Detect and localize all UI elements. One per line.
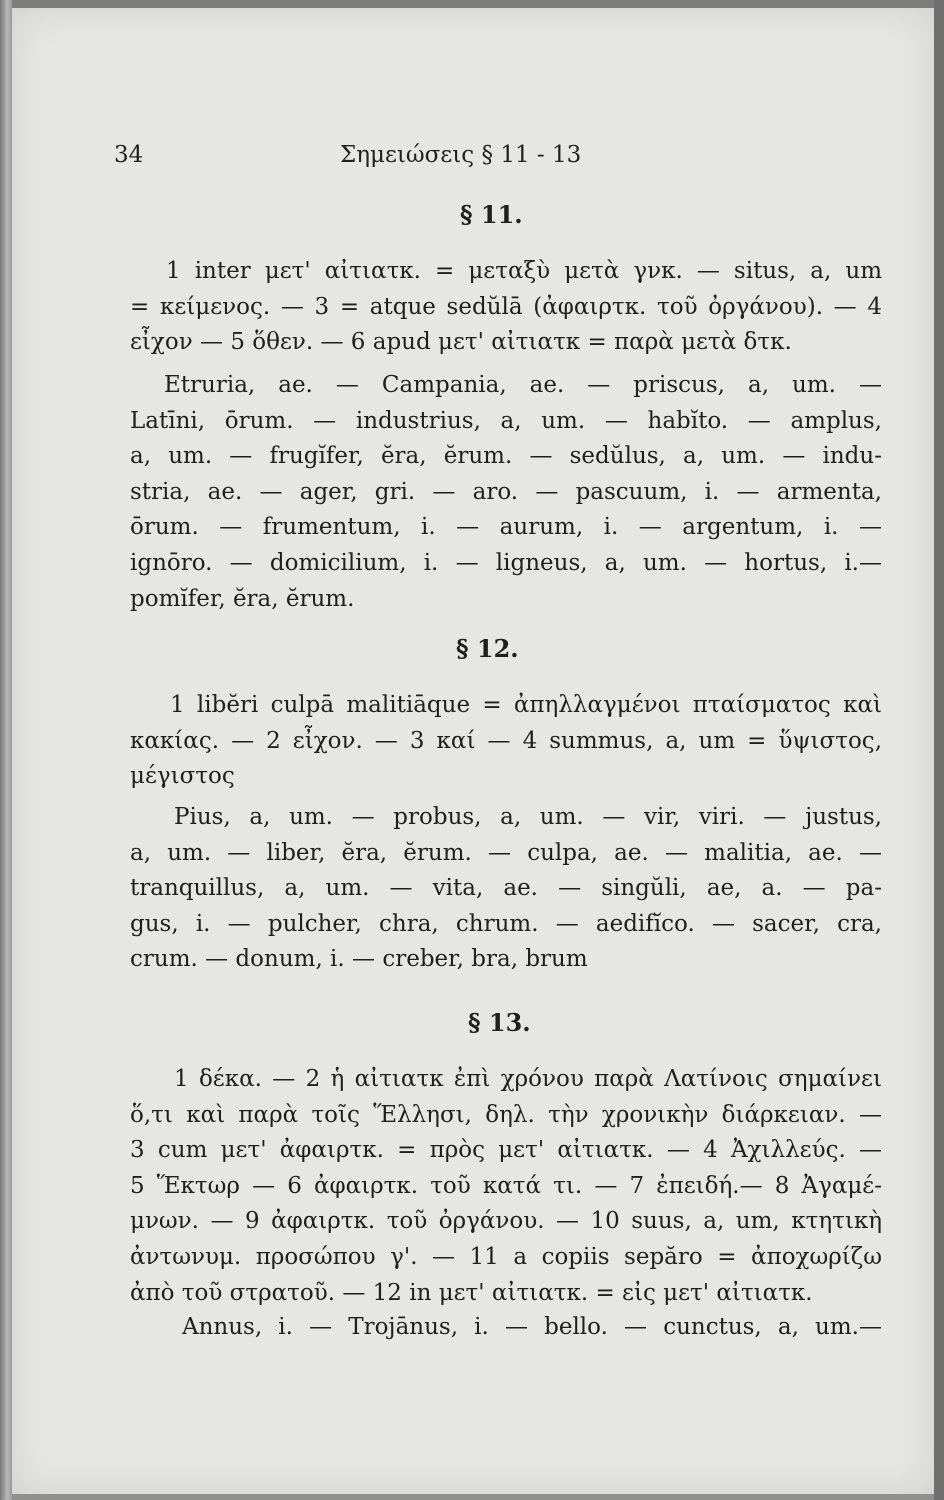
page-number: 34 xyxy=(114,142,144,168)
section-12-vocab xyxy=(130,800,882,978)
note-line: κακίας. — 2 εἶχον. — 3 καί — 4 summus, a, um = ὕψιστος, xyxy=(130,727,882,754)
note-line: ἀντωνυμ. προσώπου γ'. — 11 a copiis sepăro = ἀποχωρίζω xyxy=(130,1243,882,1270)
vocab-line: Etruria, ae. — Campania, ae. — priscus, a, um. — xyxy=(164,372,882,398)
section-13-heading: § 13. xyxy=(468,1008,531,1037)
note-line: μνων. — 9 ἀφαιρτκ. τοῦ ὀργάνου. — 10 suus, a, um, κτητικὴ xyxy=(130,1208,882,1235)
note-line: ὅ,τι καὶ παρὰ τοῖς Ἕλλησι, δηλ. τὴν χρονικὴν διάρκειαν. — xyxy=(130,1101,882,1128)
note-line: 3 cum μετ' ἀφαιρτκ. = πρὸς μετ' αἰτιατκ. — 4 Ἀχιλλεύς. — xyxy=(130,1137,882,1164)
book-spine xyxy=(0,0,12,1500)
section-13-vocab xyxy=(130,1310,882,1346)
section-13-notes xyxy=(130,1062,882,1311)
vocab-line: a, um. — liber, ĕra, ĕrum. — culpa, ae. — malitia, ae. — xyxy=(130,839,882,866)
vocab-line: ignōro. — domicilium, i. — ligneus, a, um. — hortus, i.— xyxy=(130,549,882,576)
vocab-line: Annus, i. — Trojānus, i. — bello. — cunctus, a, um.— xyxy=(182,1314,882,1340)
vocab-line: a, um. — frugĭfer, ĕra, ĕrum. — sedŭlus, a, um. — indu- xyxy=(130,443,882,470)
note-line: μέγιστος xyxy=(130,763,235,790)
section-12-notes xyxy=(130,688,882,795)
section-11-heading: § 11. xyxy=(460,200,523,229)
note-line: 1 δέκα. — 2 ἡ αἰτιατκ ἐπὶ χρόνου παρὰ Λατίνοις σημαίνει xyxy=(174,1066,882,1092)
vocab-line: gus, i. — pulcher, chra, chrum. — aedifĭco. — sacer, cra, xyxy=(130,910,882,937)
vocab-line: Pius, a, um. — probus, a, um. — vir, viri. — justus, xyxy=(174,804,882,830)
note-line: ἀπὸ τοῦ στρατοῦ. — 12 in μετ' αἰτιατκ. = εἰς μετ' αἰτιατκ. xyxy=(130,1279,813,1306)
note-line: 1 libĕri culpā malitiāque = ἀπηλλαγμένοι πταίσματος καὶ xyxy=(170,692,882,718)
vocab-line: crum. — donum, i. — creber, bra, brum xyxy=(130,946,588,973)
section-11-vocab xyxy=(130,368,882,617)
section-11-notes xyxy=(130,254,882,361)
running-title: Σημειώσεις § 11 - 13 xyxy=(340,142,582,168)
vocab-line: tranquillus, a, um. — vita, ae. — singŭli, ae, a. — pa- xyxy=(130,875,882,902)
note-line: 1 inter μετ' αἰτιατκ. = μεταξὺ μετὰ γνκ. — situs, a, um xyxy=(166,258,882,284)
note-line: = κείμενος. — 3 = atque sedŭlā (ἀφαιρτκ. τοῦ ὀργάνου). — 4 xyxy=(130,293,882,320)
section-12-heading: § 12. xyxy=(456,634,519,663)
vocab-line: Latīni, ōrum. — industrius, a, um. — habĭto. — amplus, xyxy=(130,407,882,434)
scan-right-edge xyxy=(934,0,944,1500)
page-header xyxy=(102,142,882,176)
scan-top-edge xyxy=(12,0,944,8)
vocab-line: pomĭfer, ĕra, ĕrum. xyxy=(130,585,355,612)
vocab-line: stria, ae. — ager, gri. — aro. — pascuum, i. — armenta, xyxy=(130,478,882,505)
note-line: εἶχον — 5 ὅθεν. — 6 apud μετ' αἰτιατκ = παρὰ μετὰ δτκ. xyxy=(130,329,792,356)
vocab-line: ōrum. — frumentum, i. — aurum, i. — argentum, i. — xyxy=(130,514,882,541)
note-line: 5 Ἕκτωρ — 6 ἀφαιρτκ. τοῦ κατά τι. — 7 ἐπειδή.— 8 Ἀγαμέ- xyxy=(130,1172,882,1199)
